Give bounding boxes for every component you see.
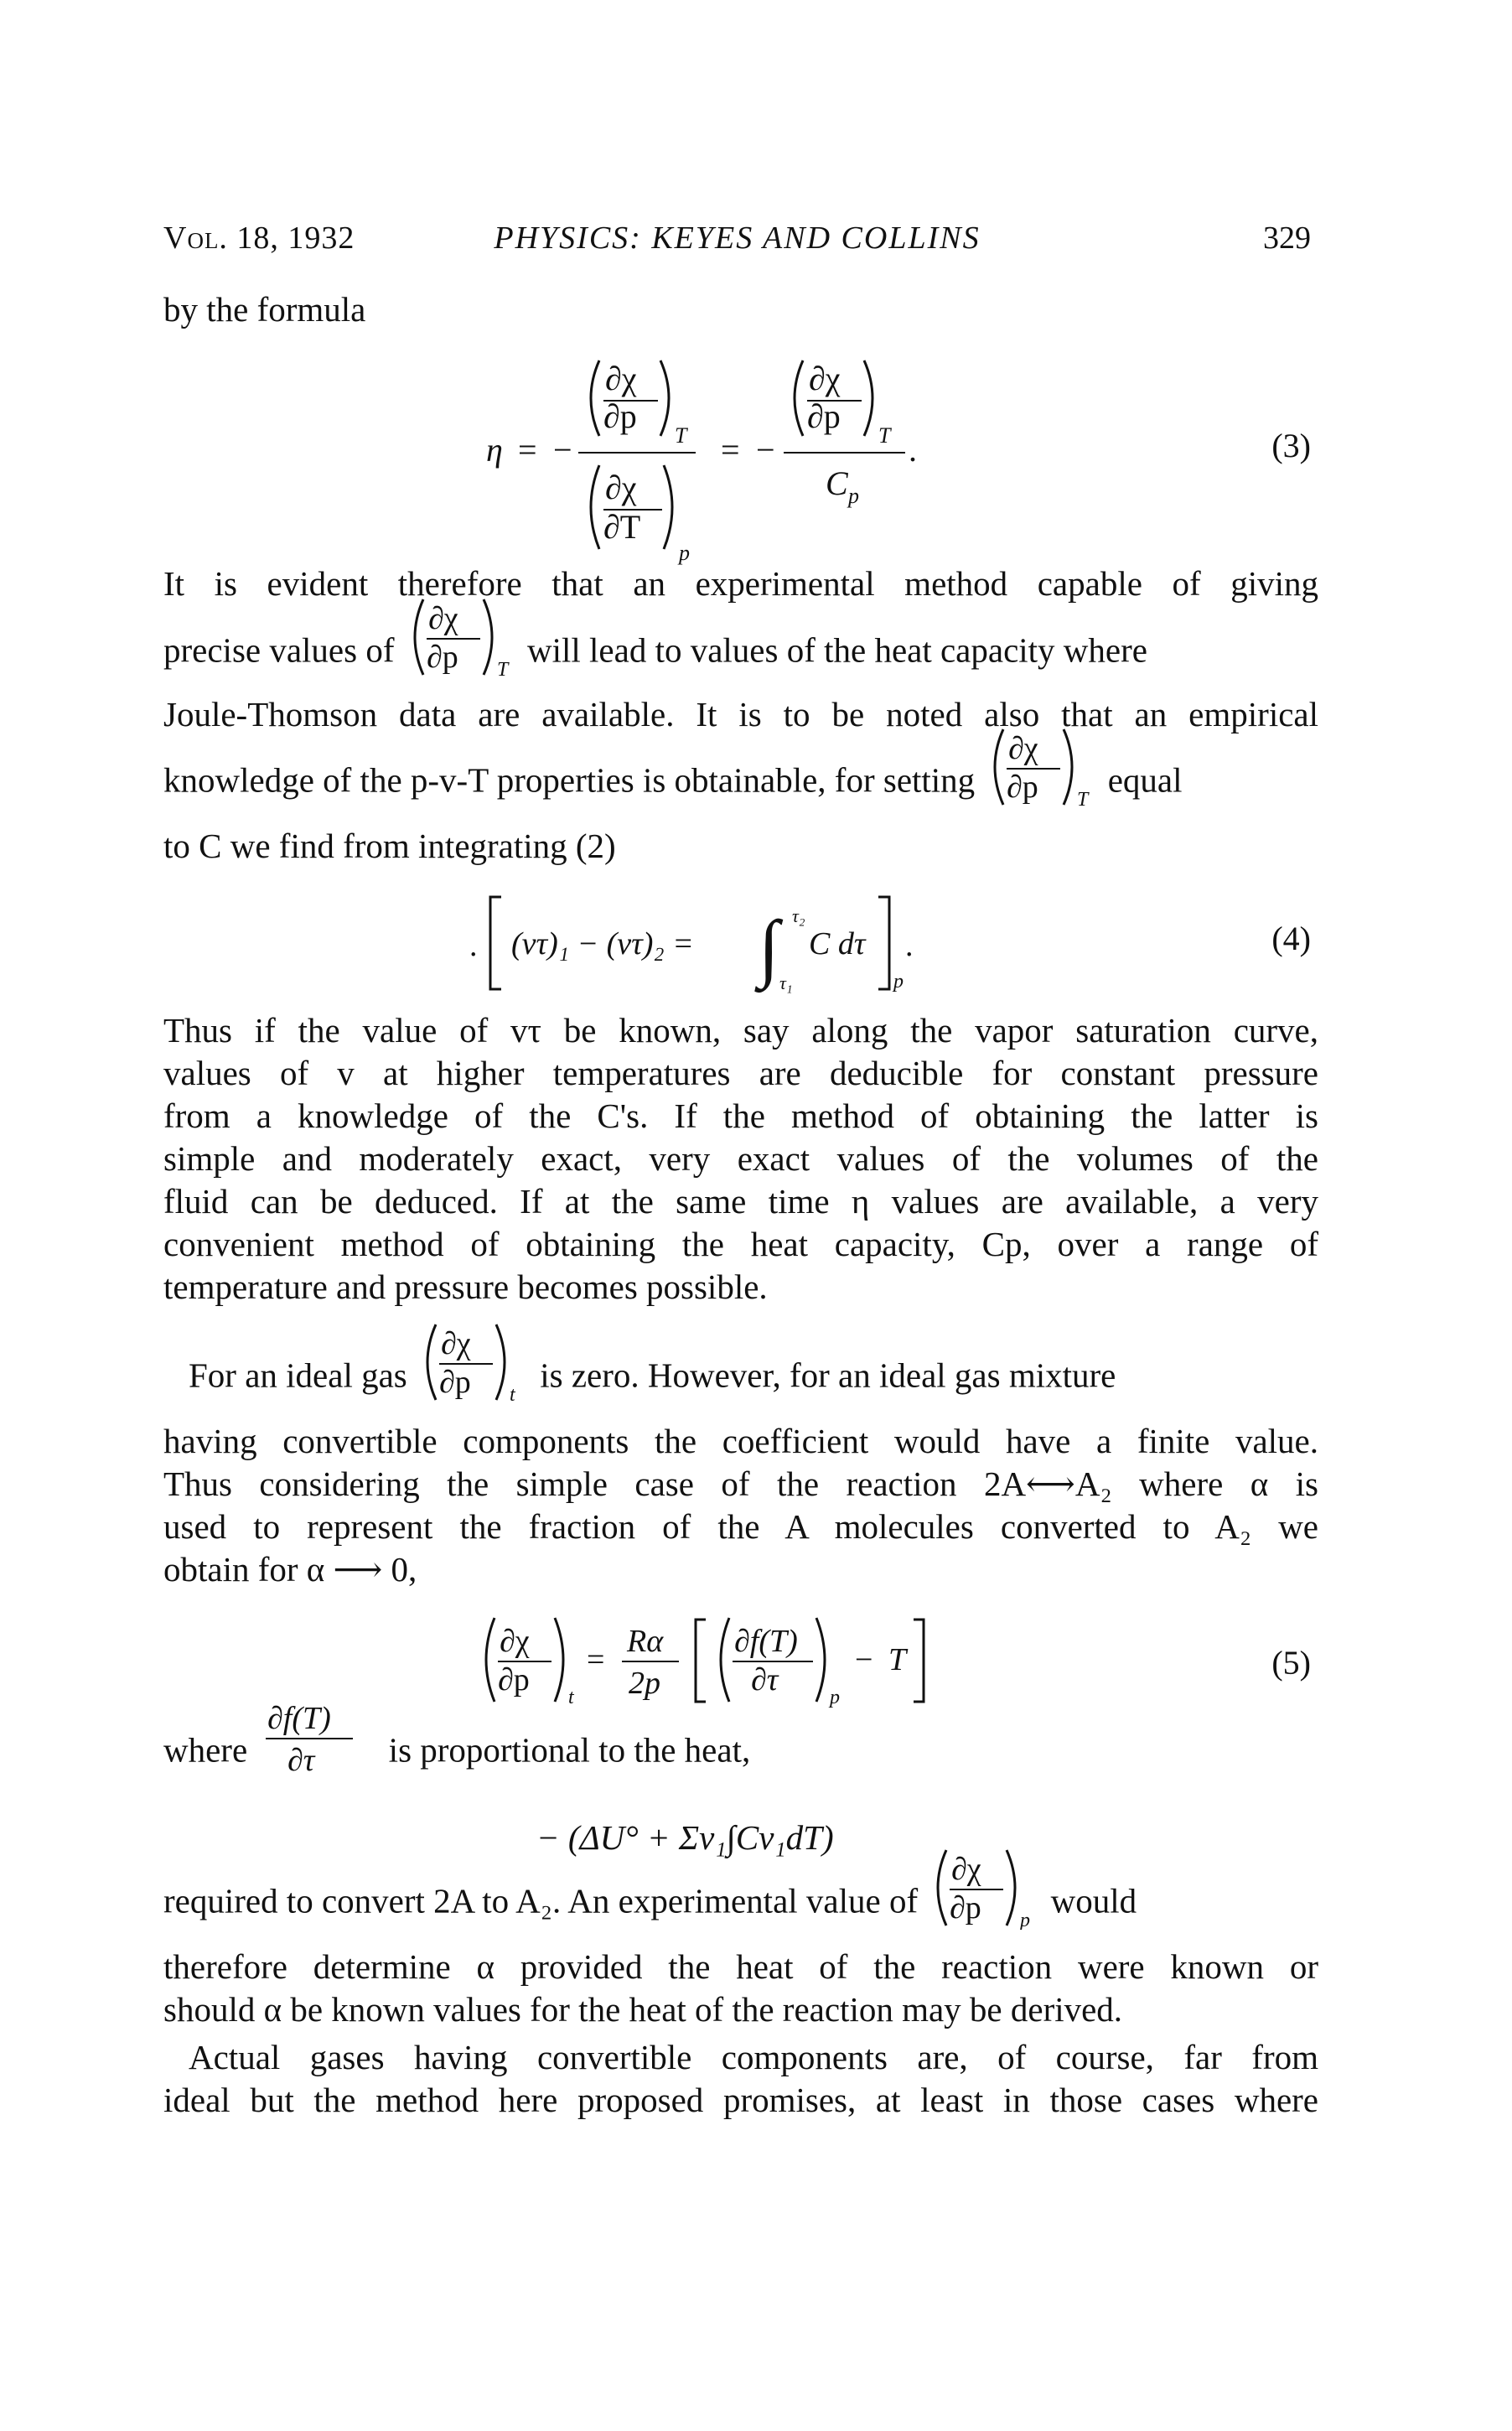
text-line: Thus if the value of vτ be known, say along the vapor saturation curve, [163,1011,1318,1050]
text-fragment: where [163,1730,248,1770]
svg-text:=: = [518,431,537,469]
text-line-with-fraction [163,1852,1318,1930]
running-head [163,220,1311,262]
svg-text:∂p: ∂p [807,397,841,435]
text-line: used to represent the fraction of the A molecules converted to A₂ we [163,1507,1318,1546]
equation-3 [486,344,1123,570]
svg-text:∂χ: ∂χ [440,1326,471,1361]
svg-text:=: = [721,431,740,469]
svg-text:p: p [679,541,690,565]
text-line-with-fraction [163,731,1318,809]
text-line: to C we find from integrating (2) [163,827,616,865]
text-line: simple and moderately exact, very exact values of the volumes of the [163,1139,1318,1178]
svg-text:τ₂: τ₂ [792,905,805,926]
partial-derivative-chi-p-T [406,595,515,679]
text-line: obtain for α ⟶ 0, [163,1550,417,1589]
equation-3-number: (3) [1271,427,1311,464]
text-fragment: required to convert 2A to A₂. An experimental value of [163,1881,919,1920]
text-fragment: knowledge of the p-v-T properties is obtainable, for setting [163,760,976,800]
svg-text:∂p: ∂p [1007,770,1039,805]
equation-5-graphic [478,1609,1014,1718]
svg-text:∂τ: ∂τ [751,1662,779,1698]
svg-text:T: T [675,423,687,448]
svg-text:∫: ∫ [759,906,779,989]
text-fragment: is zero. However, for an ideal gas mixture [540,1355,1116,1395]
svg-text:Rα: Rα [627,1624,664,1659]
svg-text:p: p [893,971,904,993]
svg-text:=: = [587,1642,605,1677]
text-line: It is evident therefore that an experimental method capable of giving [163,564,1318,603]
svg-text:p: p [830,1687,840,1708]
svg-text:C: C [826,464,848,502]
volume-label: Vol. 18, 1932 [163,220,355,256]
svg-text:T: T [1077,789,1089,809]
svg-text:∂χ: ∂χ [1008,731,1039,766]
text-line: should α be known values for the heat of the reaction may be derived. [163,1990,1123,2029]
svg-text:C dτ: C dτ [809,926,866,962]
text-line: temperature and pressure becomes possible. [163,1267,768,1306]
svg-text:2p: 2p [629,1666,660,1701]
text-line-with-fraction [163,1701,1318,1779]
equation-5-number: (5) [1271,1644,1311,1682]
svg-text:∂τ: ∂τ [287,1743,315,1778]
svg-text:∂χ: ∂χ [809,360,841,397]
svg-text:∂p: ∂p [438,1365,471,1400]
svg-text:T: T [496,659,509,679]
svg-text:T: T [888,1642,907,1677]
svg-text:.: . [469,928,478,963]
page-number: 329 [1263,220,1311,256]
text-line: fluid can be deduced. If at the same time η values are available, a very [163,1182,1318,1221]
svg-text:∂f(T): ∂f(T) [734,1624,798,1659]
text-fragment: will lead to values of the heat capacity where [527,630,1147,670]
equation-4-graphic [469,889,989,998]
text-line: convenient method of obtaining the heat capacity, Cp, over a range of [163,1225,1318,1263]
text-fragment: equal [1107,760,1183,800]
svg-text:t: t [509,1384,515,1404]
text-fragment: would [1050,1881,1137,1920]
equation-4 [469,889,989,998]
equation-4-number: (4) [1271,920,1311,957]
text-line: Actual gases having convertible components are, of course, far from [189,2038,1318,2076]
partial-derivative-chi-p-T [986,725,1095,809]
svg-text:∂χ: ∂χ [605,360,637,397]
svg-text:∂p: ∂p [498,1662,530,1698]
text-fragment: precise values of [163,630,395,670]
svg-text:∂χ: ∂χ [427,601,458,636]
running-title: PHYSICS: KEYES AND COLLINS [494,220,981,256]
svg-text:∂p: ∂p [426,640,458,675]
svg-text:p: p [1020,1910,1031,1930]
partial-derivative-chi-p-p [929,1846,1038,1930]
text-line: Thus considering the simple case of the reaction 2A⟷A₂ where α is [163,1464,1318,1503]
svg-text:∂χ: ∂χ [500,1624,530,1659]
text-line: having convertible components the coefficient would have a finite value. [163,1422,1318,1460]
equation-5 [478,1609,1014,1718]
svg-text:∂p: ∂p [950,1890,982,1926]
equation-4-body: (vτ)₁ − (vτ)₂ = [511,926,694,962]
text-line: Joule-Thomson data are available. It is to be noted also that an empirical [163,695,1318,733]
derivative-f-T-tau [259,1695,376,1779]
svg-text:∂T: ∂T [603,508,641,546]
text-fragment: For an ideal gas [189,1355,407,1395]
text-line: from a knowledge of the C's. If the method of obtaining the latter is [163,1096,1318,1135]
text-line: values of v at higher temperatures are deducible for constant pressure [163,1054,1318,1092]
partial-derivative-chi-p-t [419,1320,528,1404]
svg-text:∂f(T): ∂f(T) [267,1701,332,1736]
equation-3-graphic [486,344,1123,570]
text-line-with-fraction [163,601,1318,679]
svg-text:.: . [909,431,917,469]
text-fragment: is proportional to the heat, [388,1730,751,1770]
heat-expression: − (ΔU° + Σν₁∫Cν₁dT) [536,1818,834,1857]
svg-text:p: p [848,484,859,508]
text-line-with-fraction [163,1326,1318,1404]
svg-text:∂χ: ∂χ [951,1852,982,1887]
svg-text:−: − [553,431,572,469]
svg-text:τ₁: τ₁ [779,972,793,993]
svg-text:t: t [568,1687,574,1708]
svg-text:∂χ: ∂χ [605,469,637,506]
text-line: ideal but the method here proposed promises, at least in those cases where [163,2081,1318,2119]
svg-text:−: − [855,1642,873,1677]
text-line: by the formula [163,290,366,329]
svg-text:η: η [486,431,503,469]
text-line: therefore determine α provided the heat of the reaction were known or [163,1947,1318,1986]
svg-text:∂p: ∂p [603,397,637,435]
svg-text:T: T [878,423,891,448]
svg-text:.: . [905,928,914,963]
svg-text:−: − [756,431,775,469]
